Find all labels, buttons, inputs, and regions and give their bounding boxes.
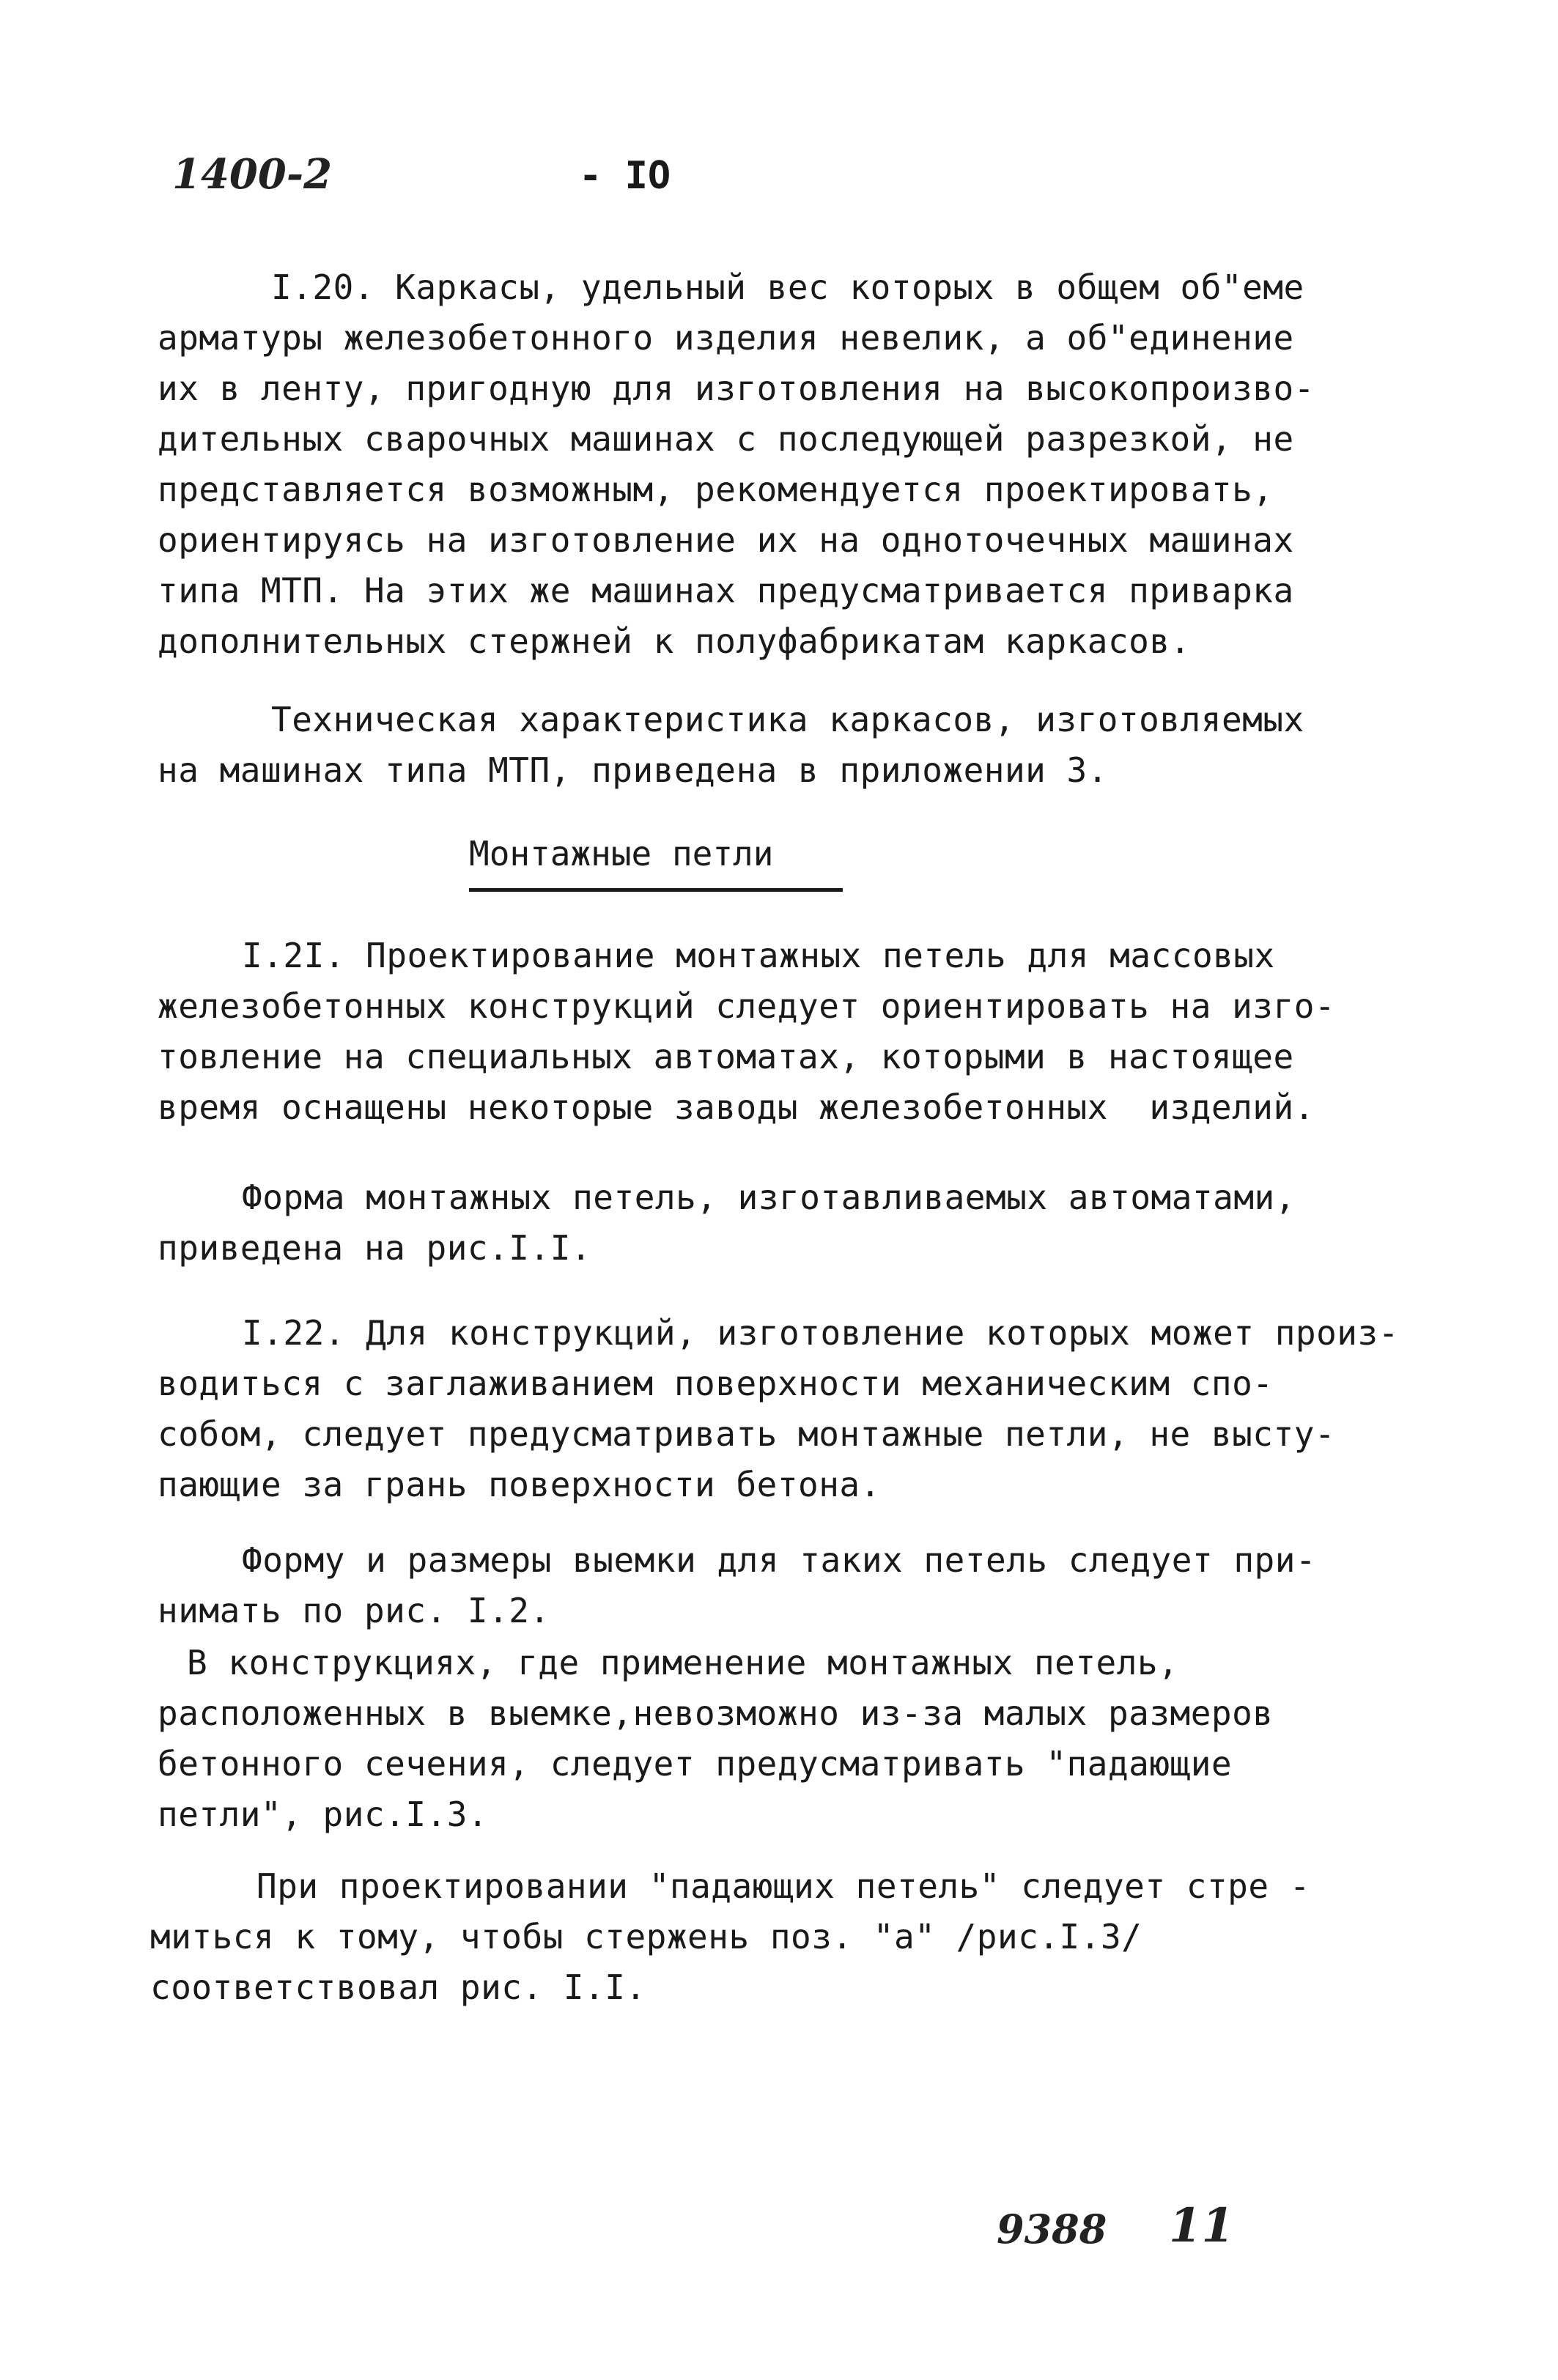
text-line: нимать по рис. I.2. [158,1591,550,1630]
text-line: расположенных в выемке,невозможно из-за малых размеров [158,1693,1274,1733]
text-line: железобетонных конструкций следует ориентировать на изго- [158,986,1336,1026]
paragraph-1-20 [158,262,1455,667]
text-line: Форма монтажных петель, изготавливаемых автоматами, [242,1178,1296,1217]
text-line: Форму и размеры выемки для таких петель следует при- [242,1540,1317,1580]
text-line: водиться с заглаживанием поверхности механическим спо- [158,1364,1274,1403]
paragraph-1-21 [158,931,1455,1133]
document-ref-number: 1400-2 [172,150,333,199]
footer-code: 9388 [997,2206,1107,2252]
text-line: Техническая характеристика каркасов, изготовляемых [271,700,1304,739]
text-line: время оснащены некоторые заводы железобетонных изделий. [158,1087,1315,1127]
text-line: В конструкциях, где применение монтажных петель, [187,1643,1179,1682]
text-line: При проектировании "падающих петель" следует стре - [256,1866,1310,1906]
text-line: I.20. Каркасы, удельный вес которых в общем об"еме [271,267,1304,307]
heading-underline [469,888,843,892]
paragraph-shape [158,1535,1455,1636]
paragraph-form [158,1172,1455,1274]
text-line: дительных сварочных машинах с последующей разрезкой, не [158,419,1294,459]
text-line: миться к тому, чтобы стержень поз. "а" /рис.I.3/ [150,1917,1142,1956]
text-line: их в ленту, пригодную для изготовления на высокопроизво- [158,369,1315,408]
text-line: I.22. Для конструкций, изготовление которых может произ- [242,1313,1399,1353]
footer-sheet-number: 11 [1169,2198,1235,2253]
text-line: товление на специальных автоматах, которыми в настоящее [158,1037,1294,1076]
text-line: на машинах типа МТП, приведена в приложении 3. [158,750,1108,790]
text-line: соответствовал рис. I.I. [150,1967,646,2007]
paragraph-1-22 [158,1308,1455,1510]
text-line: пающие за грань поверхности бетона. [158,1465,881,1504]
text-line: бетонного сечения, следует предусматривать "падающие [158,1744,1233,1784]
paragraph-constructions [158,1638,1455,1840]
text-line: I.2I. Проектирование монтажных петель для массовых [242,936,1275,975]
text-line: собом, следует предусматривать монтажные петли, не высту- [158,1414,1336,1454]
page-number: - IO [579,154,671,198]
text-line: типа МТП. На этих же машинах предусматривается приварка [158,571,1294,610]
text-line: ориентируясь на изготовление их на одноточечных машинах [158,520,1294,560]
text-line: представляется возможным, рекомендуется проектировать, [158,470,1274,509]
text-line: арматуры железобетонного изделия невелик, а об"единение [158,318,1294,358]
text-line: дополнительных стержней к полуфабрикатам каркасов. [158,621,1191,661]
text-line: петли", рис.I.3. [158,1795,489,1834]
text-line: приведена на рис.I.I. [158,1228,592,1268]
paragraph-design [150,1861,1447,2013]
section-heading: Монтажные петли [469,834,774,873]
paragraph-technical [158,695,1455,796]
